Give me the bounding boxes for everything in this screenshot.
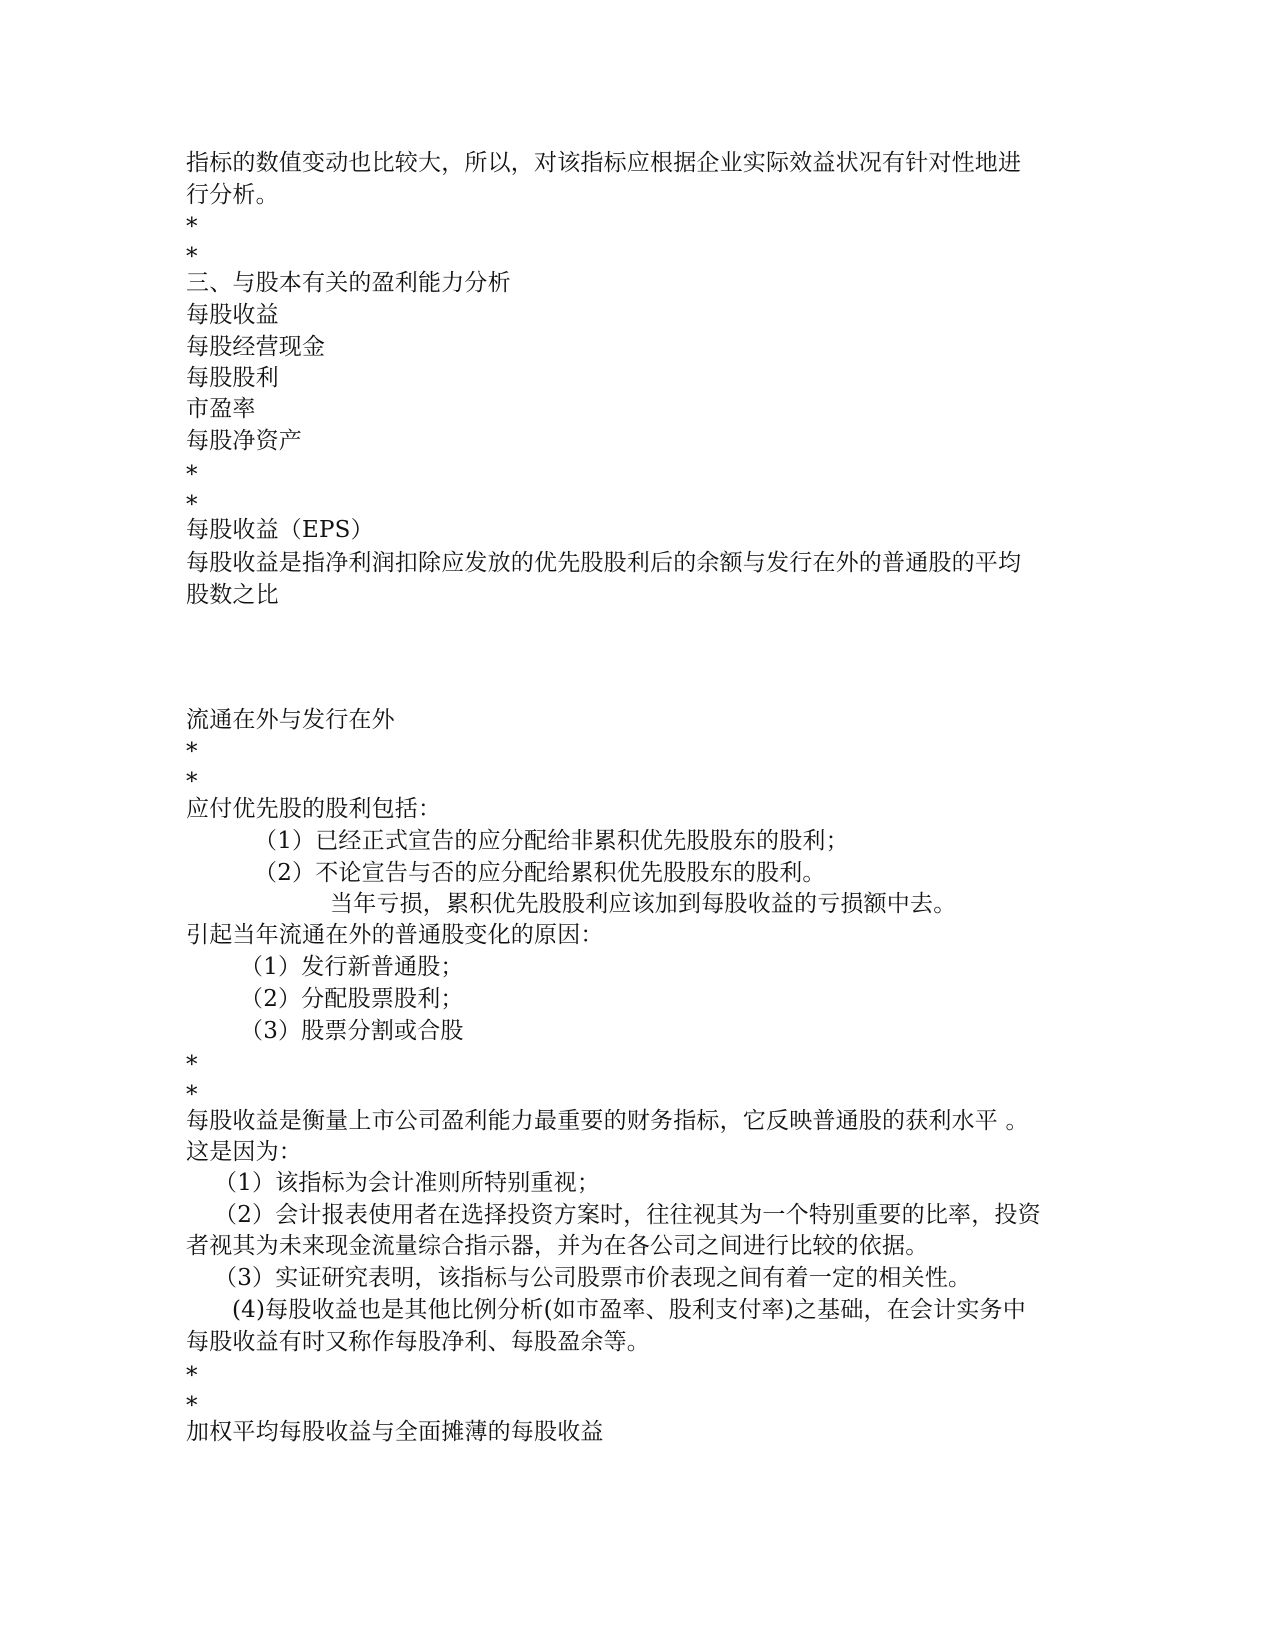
asterisk-marker: *: [186, 769, 198, 795]
text-line: 指标的数值变动也比较大，所以，对该指标应根据企业实际效益状况有针对性地进: [186, 150, 1022, 176]
asterisk-marker: *: [186, 244, 198, 270]
asterisk-marker: *: [186, 1052, 198, 1078]
list-item: （2）分配股票股利；: [240, 986, 464, 1012]
text-line: 每股收益是衡量上市公司盈利能力最重要的财务指标，它反映普通股的获利水平 。: [186, 1108, 1029, 1134]
asterisk-marker: *: [186, 492, 198, 518]
text-line: 每股收益是指净利润扣除应发放的优先股股利后的余额与发行在外的普通股的平均: [186, 550, 1022, 576]
asterisk-marker: *: [186, 1363, 198, 1389]
subheading: 加权平均每股收益与全面摊薄的每股收益: [186, 1419, 604, 1445]
text-line: 这是因为：: [186, 1139, 302, 1165]
list-item: （3）股票分割或合股: [240, 1018, 464, 1044]
list-item: （2）不论宣告与否的应分配给累积优先股股东的股利。: [254, 860, 826, 886]
asterisk-marker: *: [186, 1082, 198, 1108]
list-item: （3）实证研究表明，该指标与公司股票市价表现之间有着一定的相关性。: [214, 1265, 972, 1291]
text-line: 应付优先股的股利包括：: [186, 796, 442, 822]
text-line: 每股收益有时又称作每股净利、每股盈余等。: [186, 1329, 650, 1355]
asterisk-marker: *: [186, 739, 198, 765]
list-item: 每股经营现金: [186, 334, 326, 360]
list-item: 每股股利: [186, 365, 279, 391]
subheading: 流通在外与发行在外: [186, 707, 395, 733]
text-line: 股数之比: [186, 582, 279, 608]
section-heading: 三、与股本有关的盈利能力分析: [186, 270, 511, 296]
text-line: 引起当年流通在外的普通股变化的原因：: [186, 922, 604, 948]
list-item: （1）发行新普通股；: [240, 954, 464, 980]
list-item: (4)每股收益也是其他比例分析(如市盈率、股利支付率)之基础，在会计实务中: [232, 1297, 1026, 1323]
list-item: 市盈率: [186, 396, 256, 422]
list-item: 每股净资产: [186, 428, 302, 454]
text-line: 者视其为未来现金流量综合指示器，并为在各公司之间进行比较的依据。: [186, 1233, 929, 1259]
asterisk-marker: *: [186, 214, 198, 240]
list-item: （2）会计报表使用者在选择投资方案时，往往视其为一个特别重要的比率，投资: [214, 1202, 1041, 1228]
list-item: 每股收益: [186, 302, 279, 328]
text-line: 行分析。: [186, 182, 279, 208]
text-line: 当年亏损，累积优先股股利应该加到每股收益的亏损额中去。: [330, 891, 957, 917]
list-item: （1）该指标为会计准则所特别重视；: [214, 1170, 601, 1196]
subheading: 每股收益（EPS）: [186, 517, 374, 543]
asterisk-marker: *: [186, 1393, 198, 1419]
list-item: （1）已经正式宣告的应分配给非累积优先股股东的股利；: [254, 828, 849, 854]
asterisk-marker: *: [186, 462, 198, 488]
